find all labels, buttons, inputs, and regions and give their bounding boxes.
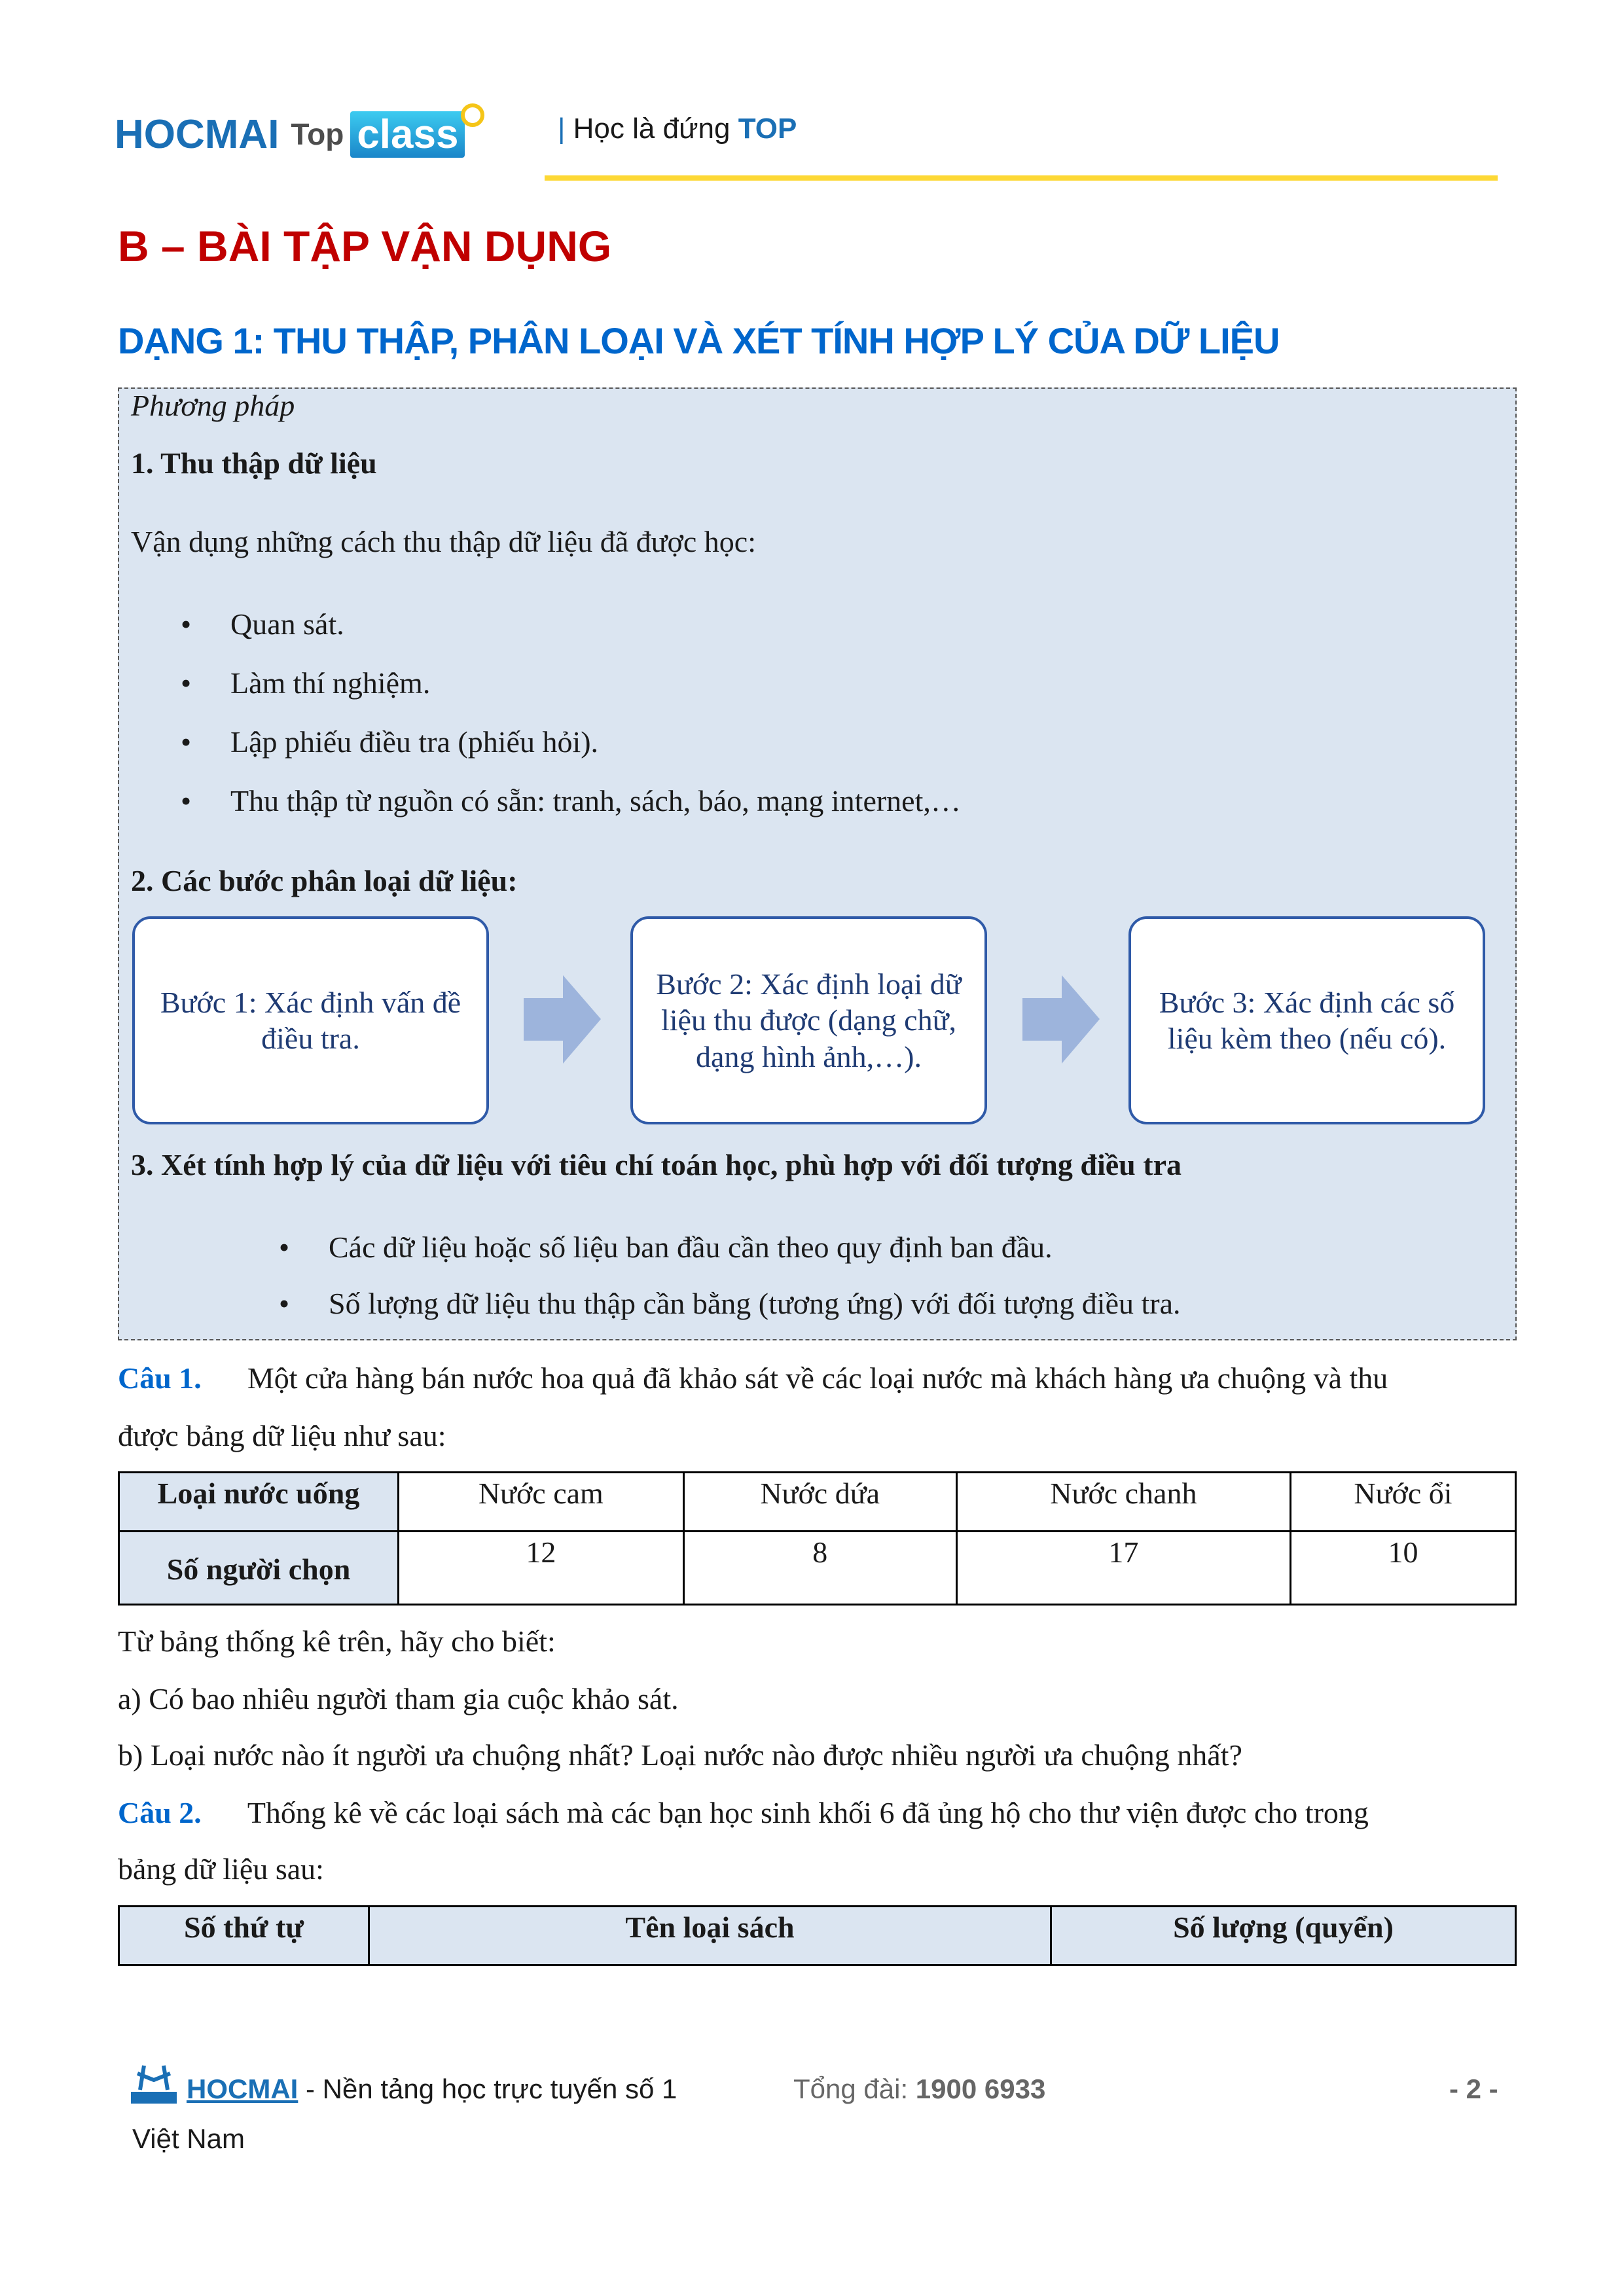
step-2-box: Bước 2: Xác định loại dữ liệu thu được (dạng chữ, dạng hình ảnh,…).	[630, 916, 987, 1124]
list-item: • Làm thí nghiệm.	[230, 665, 430, 701]
q1-part-b: b) Loại nước nào ít người ưa chuộng nhất? Loại nước nào được nhiều người ưa chuộng nhất?	[118, 1738, 1242, 1772]
method-heading-2: 2. Các bước phân loại dữ liệu:	[131, 864, 518, 897]
question-label: Câu 1.	[118, 1361, 202, 1395]
slogan-text: Học là đứng	[573, 113, 731, 145]
table-cell: Nước ổi	[1291, 1473, 1516, 1532]
hotline-label: Tổng đài:	[793, 2073, 916, 2104]
question-text-cont: được bảng dữ liệu như sau:	[118, 1419, 446, 1452]
question-text: Thống kê về các loại sách mà các bạn học sinh khối 6 đã ủng hộ cho thư viện được cho trong	[247, 1796, 1369, 1829]
page-number: - 2 -	[1449, 2073, 1498, 2104]
gear-icon	[461, 103, 484, 127]
hotline-number: 1900 6933	[915, 2073, 1046, 2104]
header-cell: Số lượng (quyển)	[1051, 1907, 1516, 1965]
footer-tagline: - Nền tảng học trực tuyến số 1	[298, 2073, 677, 2104]
drinks-table	[118, 1471, 1517, 1605]
list-item: • Lập phiếu điều tra (phiếu hỏi).	[230, 724, 598, 760]
footer-brand-line	[187, 2073, 677, 2105]
section-title: B – BÀI TẬP VẬN DỤNG	[118, 222, 612, 270]
question-1	[118, 1360, 1388, 1396]
header-cell: Tên loại sách	[369, 1907, 1051, 1965]
question-text-cont: bảng dữ liệu sau:	[118, 1852, 324, 1886]
table-cell: Nước cam	[399, 1473, 684, 1532]
header-divider	[545, 175, 1498, 181]
slogan: | Học là đứng TOP	[558, 113, 797, 145]
step-1-box: Bước 1: Xác định vấn đề điều tra.	[132, 916, 489, 1124]
table-cell: 12	[399, 1532, 684, 1605]
method-label: Phương pháp	[131, 389, 295, 422]
subsection-title: DẠNG 1: THU THẬP, PHÂN LOẠI VÀ XÉT TÍNH HỢP LÝ CỦA DỮ LIỆU	[118, 320, 1280, 361]
table-cell: 17	[956, 1532, 1290, 1605]
books-table	[118, 1905, 1517, 1966]
arrow-right-icon	[524, 975, 601, 1064]
slogan-top: TOP	[738, 113, 797, 145]
row-label: Số người chọn	[119, 1532, 399, 1605]
footer-hotline	[793, 2073, 1045, 2105]
list-item: • Quan sát.	[230, 606, 344, 642]
hocmai-link[interactable]: HOCMAI	[187, 2073, 298, 2104]
logo-top: Top	[291, 117, 344, 151]
hocmai-topclass-logo	[115, 111, 484, 158]
method-intro: Vận dụng những cách thu thập dữ liệu đã được học:	[131, 525, 756, 558]
hocmai-logo-icon	[131, 2060, 177, 2104]
header-cell: Số thứ tự	[119, 1907, 369, 1965]
table-cell: 8	[683, 1532, 956, 1605]
list-item: • Số lượng dữ liệu thu thập cần bằng (tương ứng) với đối tượng điều tra.	[329, 1285, 1181, 1321]
question-label: Câu 2.	[118, 1796, 202, 1829]
arrow-right-icon	[1022, 975, 1100, 1064]
table-cell: Nước chanh	[956, 1473, 1290, 1532]
table-cell: Nước dứa	[683, 1473, 956, 1532]
q1-part-a: a) Có bao nhiêu người tham gia cuộc khảo sát.	[118, 1682, 679, 1715]
table-cell: 10	[1291, 1532, 1516, 1605]
list-item: • Thu thập từ nguồn có sẵn: tranh, sách, báo, mạng internet,…	[230, 783, 961, 819]
logo-hocmai: HOCMAI	[115, 112, 280, 157]
method-heading-3: 3. Xét tính hợp lý của dữ liệu với tiêu chí toán học, phù hợp với đối tượng điều tra	[131, 1148, 1182, 1181]
method-heading-1: 1. Thu thập dữ liệu	[131, 446, 377, 480]
step-3-box: Bước 3: Xác định các số liệu kèm theo (nếu có).	[1128, 916, 1485, 1124]
question-2	[118, 1795, 1369, 1831]
table-row	[119, 1532, 1516, 1605]
q1-after: Từ bảng thống kê trên, hãy cho biết:	[118, 1624, 556, 1658]
table-row	[119, 1473, 1516, 1532]
question-text: Một cửa hàng bán nước hoa quả đã khảo sát về các loại nước mà khách hàng ưa chuộng và thu	[247, 1361, 1388, 1395]
table-row	[119, 1907, 1516, 1965]
list-item: • Các dữ liệu hoặc số liệu ban đầu cần theo quy định ban đầu.	[329, 1229, 1053, 1265]
footer-tagline-cont: Việt Nam	[132, 2123, 245, 2154]
row-label: Loại nước uống	[119, 1473, 399, 1532]
logo-class: class	[350, 111, 465, 158]
